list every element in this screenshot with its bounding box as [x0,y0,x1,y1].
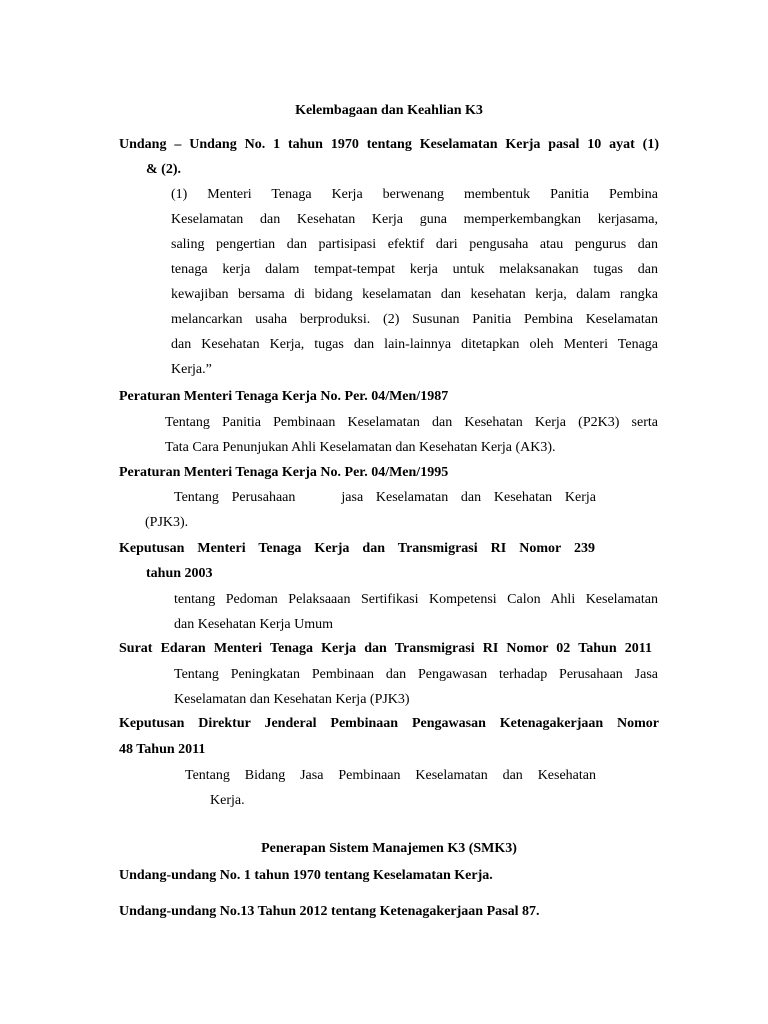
heading-kepdirjen-2011: Keputusan Direktur Jenderal Pembinaan Pengawasan Ketenagakerjaan Nomor [119,716,659,731]
text-line: Kerja.” [171,362,212,377]
uu-1-1970-quote [171,182,658,382]
text-line: tenaga kerja dalam tempat-tempat kerja untuk melaksanakan tugas dan [171,262,658,277]
text-line: tentang Pedoman Pelaksaaan Sertifikasi Kompetensi Calon Ahli Keselamatan [174,592,658,607]
text-line: Tentang Peningkatan Pembinaan dan Pengawasan terhadap Perusahaan Jasa [174,667,658,682]
text-line: (1) Menteri Tenaga Kerja berwenang membentuk Panitia Pembina [171,187,658,202]
text-line: Keselamatan dan Kesehatan Kerja (PJK3) [174,692,410,707]
heading-kepdirjen-2011-line2: 48 Tahun 2011 [119,742,206,757]
permen-1987-body [165,410,658,460]
text-line: Tentang Bidang Jasa Pembinaan Keselamatan dan Kesehatan [185,768,596,783]
heading-permen-1995: Peraturan Menteri Tenaga Kerja No. Per. 04/Men/1995 [119,465,449,480]
heading-uu-1-1970-pasal-10: Undang – Undang No. 1 tahun 1970 tentang Keselamatan Kerja pasal 10 ayat (1) [119,137,659,152]
heading-kepmen-2003-line2: tahun 2003 [146,566,213,581]
text-line: Kerja. [210,793,245,808]
text-line: kewajiban bersama di bidang keselamatan dan kesehatan kerja, dalam rangka [171,287,658,302]
kepdirjen-2011-body [185,763,596,788]
heading-kepmen-2003-cont [119,561,659,587]
section-title-kelembagaan: Kelembagaan dan Keahlian K3 [295,103,483,118]
heading-kepmen-2003: Keputusan Menteri Tenaga Kerja dan Transmigrasi RI Nomor 239 [119,541,595,556]
heading-uu-1-1970: Undang-undang No. 1 tahun 1970 tentang Keselamatan Kerja. [119,868,493,883]
heading-se-2011: Surat Edaran Menteri Tenaga Kerja dan Transmigrasi RI Nomor 02 Tahun 2011 [119,641,652,656]
text-line: saling pengertian dan partisipasi efektif dari pengusaha atau pengurus dan [171,237,658,252]
text-line: dan Kesehatan Kerja, tugas dan lain-lainnya ditetapkan oleh Menteri Tenaga [171,337,658,352]
text-line: melancarkan usaha berproduksi. (2) Susunan Panitia Pembina Keselamatan [171,312,658,327]
section-title-smk3: Penerapan Sistem Manajemen K3 (SMK3) [261,841,517,856]
heading-uu-13-2012: Undang-undang No.13 Tahun 2012 tentang Ketenagakerjaan Pasal 87. [119,904,540,919]
heading-permen-1987: Peraturan Menteri Tenaga Kerja No. Per. 04/Men/1987 [119,389,449,404]
text-line: Tata Cara Penunjukan Ahli Keselamatan dan Kesehatan Kerja (AK3). [165,440,556,455]
text-line: (PJK3). [145,515,189,530]
text-line: Keselamatan dan Kesehatan Kerja guna memperkembangkan kerjasama, [171,212,658,227]
permen-1995-body [174,485,596,510]
heading-uu-1-1970-pasal-10-cont [119,157,659,183]
se-2011-body [174,662,658,712]
text-fragment: Tentang Perusahaan [174,490,296,505]
text-line: dan Kesehatan Kerja Umum [174,617,333,632]
text-fragment: jasa Keselamatan dan Kesehatan Kerja [341,490,596,505]
kepdirjen-2011-body-cont [210,788,410,813]
text-line [174,485,596,510]
heading-uu-1-1970-pasal-10-line2: & (2). [146,162,181,177]
text-line: Tentang Panitia Pembinaan Keselamatan dan Kesehatan Kerja (P2K3) serta [165,415,658,430]
permen-1995-body-cont [145,510,345,535]
kepmen-2003-body [174,587,658,637]
